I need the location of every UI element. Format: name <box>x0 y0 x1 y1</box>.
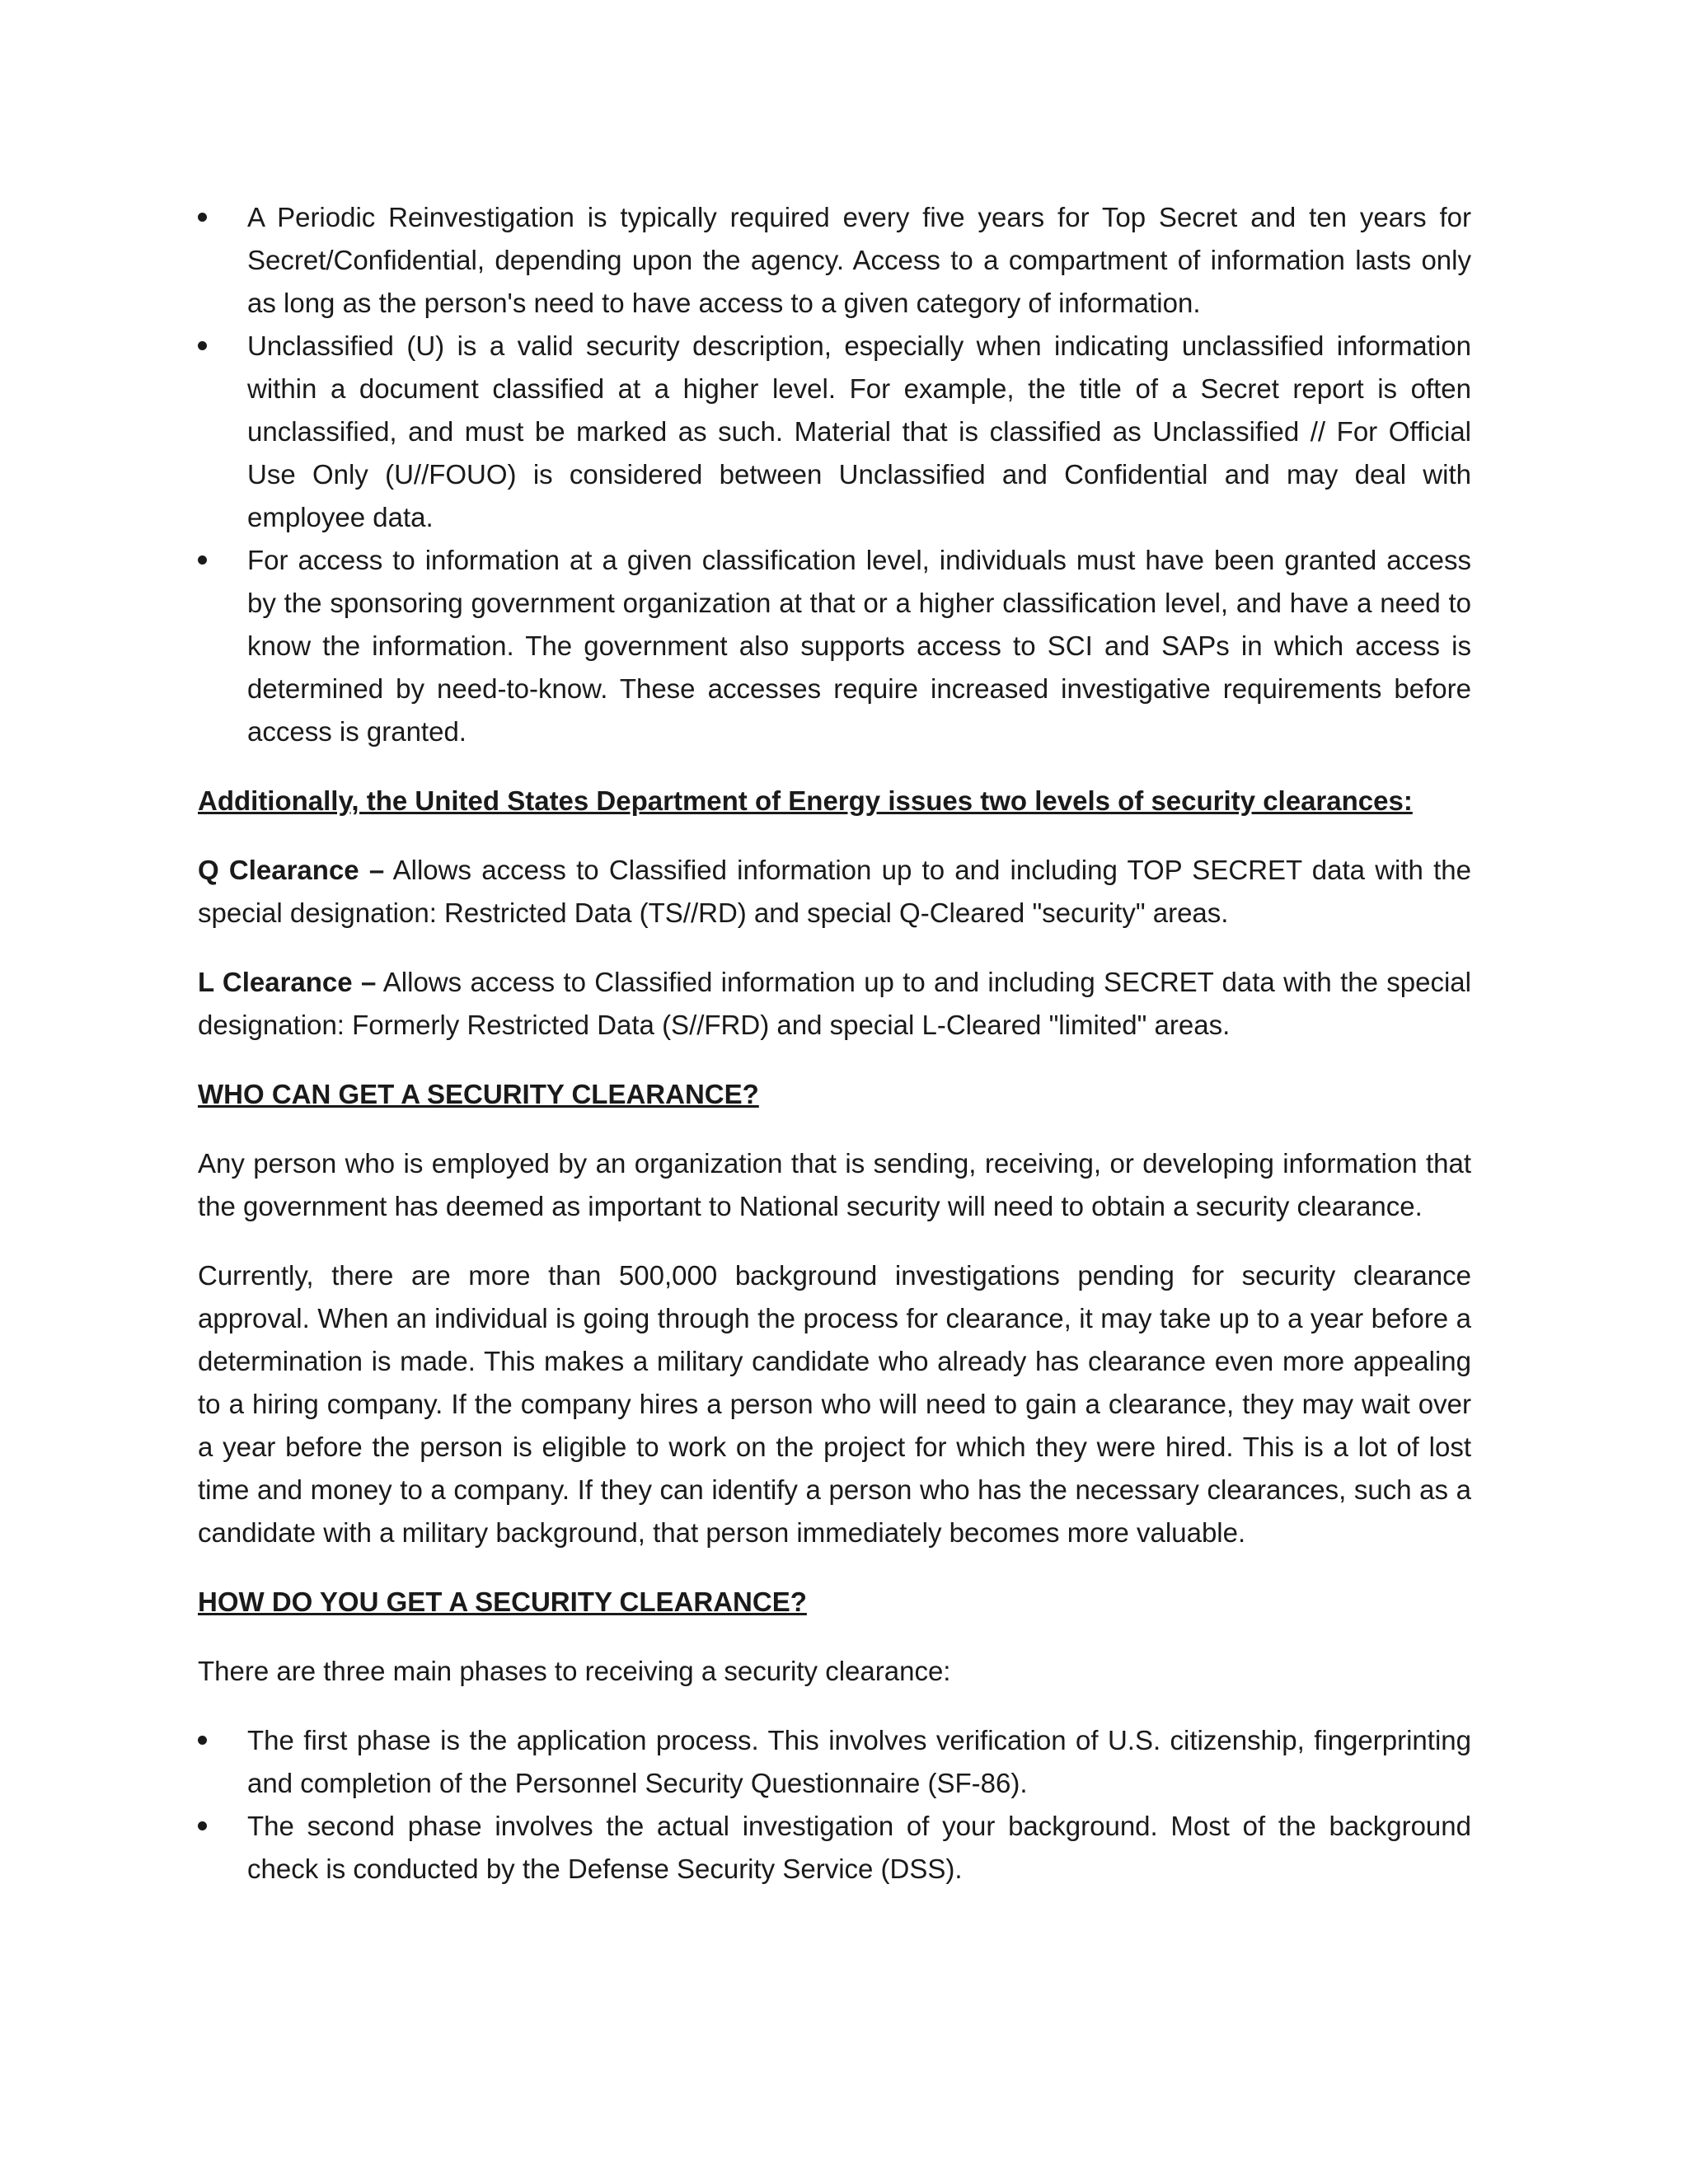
list-item <box>198 1719 1471 1805</box>
bullet-icon <box>198 1821 207 1830</box>
bullet-list-top <box>198 196 1471 753</box>
list-item <box>198 196 1471 325</box>
bullet-icon <box>198 213 207 222</box>
q-clearance-term: Q Clearance – <box>198 855 385 885</box>
bullet-list-bottom <box>198 1719 1471 1891</box>
bullet-icon <box>198 555 207 565</box>
bullet-icon <box>198 1736 207 1745</box>
list-item <box>198 1805 1471 1891</box>
l-clearance-paragraph <box>198 961 1471 1047</box>
who-heading: WHO CAN GET A SECURITY CLEARANCE? <box>198 1079 759 1109</box>
doe-heading: Additionally, the United States Department of Energy issues two levels of security clearances: <box>198 785 1413 816</box>
l-clearance-text: Allows access to Classified information up to and including SECRET data with the special designation: Formerly Restricted Data (S//FRD) and special L-Cleared "limited" areas. <box>198 967 1471 1040</box>
list-item-text: The second phase involves the actual investigation of your background. Most of the background check is conducted by the Defense Security Service (DSS). <box>247 1811 1471 1884</box>
list-item-text: For access to information at a given classification level, individuals must have been granted access by the sponsoring government organization at that or a higher classification level, and have a need to know the information. The government also supports access to SCI and SAPs in which access is determined by need-to-know. These accesses require increased investigative requirements before access is granted. <box>247 545 1471 747</box>
who-paragraph-2: Currently, there are more than 500,000 background investigations pending for security clearance approval. When an individual is going through the process for clearance, it may take up to a year before a determination is made. This makes a military candidate who already has clearance even more appealing to a hiring company. If the company hires a person who will need to gain a clearance, they may wait over a year before the person is eligible to work on the project for which they were hired. This is a lot of lost time and money to a company. If they can identify a person who has the necessary clearances, such as a candidate with a military background, that person immediately becomes more valuable. <box>198 1260 1471 1548</box>
how-heading: HOW DO YOU GET A SECURITY CLEARANCE? <box>198 1586 807 1617</box>
list-item <box>198 325 1471 539</box>
bullet-icon <box>198 341 207 350</box>
q-clearance-text: Allows access to Classified information up to and including TOP SECRET data with the special designation: Restricted Data (TS//RD) and special Q-Cleared "security" areas. <box>198 855 1472 928</box>
list-item-text: Unclassified (U) is a valid security description, especially when indicating unclassified information within a document classified at a higher level. For example, the title of a Secret report is often unclassified, and must be marked as such. Material that is classified as Unclassified // For Official Use Only (U//FOUO) is considered between Unclassified and Confidential and may deal with employee data. <box>247 330 1471 532</box>
document-page <box>198 196 1471 1891</box>
l-clearance-term: L Clearance – <box>198 967 377 997</box>
list-item <box>198 539 1471 753</box>
how-intro: There are three main phases to receiving a security clearance: <box>198 1656 951 1686</box>
who-paragraph-1: Any person who is employed by an organization that is sending, receiving, or developing information that the government has deemed as important to National security will need to obtain a security clearance. <box>198 1148 1471 1221</box>
q-clearance-paragraph <box>198 849 1471 935</box>
list-item-text: The first phase is the application process. This involves verification of U.S. citizenship, fingerprinting and completion of the Personnel Security Questionnaire (SF-86). <box>247 1725 1471 1798</box>
list-item-text: A Periodic Reinvestigation is typically required every five years for Top Secret and ten years for Secret/Confidential, depending upon the agency. Access to a compartment of information lasts only as long as the person's need to have access to a given category of information. <box>247 202 1471 318</box>
